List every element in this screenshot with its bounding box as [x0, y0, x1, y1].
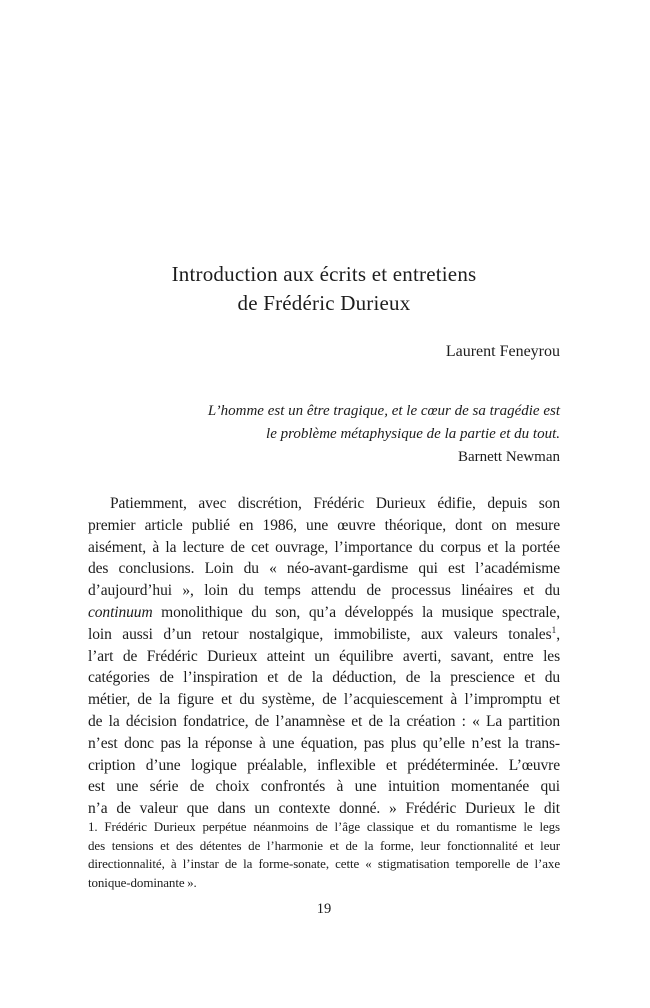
text-line: n’a de valeur que dans un contexte donné. » Frédéric Durieux le dit — [88, 800, 560, 818]
text-line: le problème métaphysique de la partie et du tout. — [266, 426, 560, 442]
text-line: des conclusions. Loin du « néo-avant-gardisme qui est l’académisme — [88, 560, 560, 578]
text-line: de la décision fondatrice, de l’anamnèse et de la création : « La partition — [88, 712, 560, 730]
text-line: L’homme est un être tragique, et le cœur de sa tragédie est — [207, 403, 560, 419]
body-paragraph — [88, 493, 560, 820]
text-line: cription d’une logique préalable, inflexible et prédéterminée. L’œuvre — [88, 756, 560, 774]
text-line: 1. Frédéric Durieux perpétue néanmoins de l’âge classique et du romantisme le legs — [88, 819, 560, 834]
text-line: catégories de l’inspiration et de la déduction, de la prescience et du — [88, 669, 560, 687]
author-name: Laurent Feneyrou — [445, 343, 560, 360]
epigraph-quote — [88, 400, 560, 446]
text-line: tonique-dominante ». — [88, 875, 197, 891]
text-line: directionnalité, à l’instar de la forme-sonate, cette « stigmatisation temporelle de l’axe — [88, 856, 560, 872]
chapter-title — [88, 260, 560, 318]
text-line: est une série de choix confrontés à une intuition momentanée qui — [88, 778, 560, 796]
text-line: aisément, à la lecture de cet ouvrage, l’importance du corpus et la portée — [88, 538, 560, 556]
text-line: des tensions et des détentes de l’harmonie et de la forme, leur fonctionnalité et leur — [88, 837, 560, 853]
text-line: Introduction aux écrits et entretiens — [171, 262, 477, 286]
text-line: de Frédéric Durieux — [237, 291, 411, 315]
epigraph-attribution: Barnett Newman — [457, 449, 560, 465]
text-line: premier article publié en 1986, une œuvre théorique, dont on mesure — [88, 516, 560, 534]
text-line: n’est donc pas la réponse à une équation, pas plus qu’elle n’est la trans- — [88, 734, 560, 752]
text-line: Patiemment, avec discrétion, Frédéric Durieux édifie, depuis son — [110, 495, 560, 512]
text-line: d’aujourd’hui », loin du temps attendu de processus linéaires et du — [88, 582, 560, 600]
text-line: l’art de Frédéric Durieux atteint un équilibre averti, savant, entre les — [88, 647, 560, 665]
text-line: continuum monolithique du son, qu’a développés la musique spectrale, — [88, 603, 560, 621]
text-line: métier, de la figure et du système, de l’acquiescement à l’impromptu et — [88, 691, 560, 709]
page-number: 19 — [316, 901, 332, 917]
text-line: loin aussi d’un retour nostalgique, immobiliste, aux valeurs tonales$^1$, — [88, 624, 560, 643]
footnote — [88, 818, 560, 893]
